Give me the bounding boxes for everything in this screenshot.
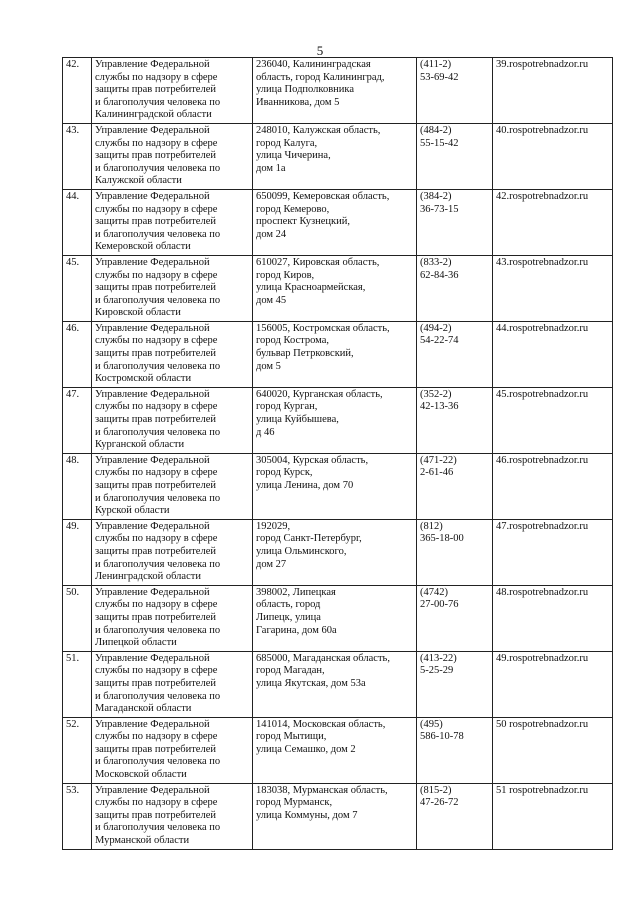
address: 192029, город Санкт-Петербург, улица Ольминского, дом 27 (256, 520, 362, 570)
address-cell (253, 58, 417, 124)
organization-name: Управление Федеральной службы по надзору в сфере защиты прав потребителей и благополучия человека по Курганской области (95, 388, 221, 451)
row-number: 50. (66, 586, 80, 598)
phone: (4742) 27-00-76 (420, 586, 459, 611)
phone-cell (417, 189, 493, 255)
website: 42.rospotrebnadzor.ru (496, 190, 589, 202)
phone-cell (417, 58, 493, 124)
row-number-cell (63, 58, 92, 124)
address-cell (253, 585, 417, 651)
website-cell (493, 58, 613, 124)
regional-offices-table (62, 57, 613, 850)
address-cell (253, 189, 417, 255)
address: 398002, Липецкая область, город Липецк, улица Гагарина, дом 60а (256, 586, 337, 636)
phone-cell (417, 387, 493, 453)
row-number: 48. (66, 454, 80, 466)
organization-name-cell (92, 387, 253, 453)
table-row (63, 58, 613, 124)
row-number-cell (63, 123, 92, 189)
website: 47.rospotrebnadzor.ru (496, 520, 589, 532)
organization-name: Управление Федеральной службы по надзору в сфере защиты прав потребителей и благополучия человека по Московской области (95, 718, 221, 781)
phone: (815-2) 47-26-72 (420, 784, 459, 809)
organization-name-cell (92, 255, 253, 321)
website: 48.rospotrebnadzor.ru (496, 586, 589, 598)
organization-name-cell (92, 585, 253, 651)
phone-cell (417, 453, 493, 519)
website-cell (493, 717, 613, 783)
table-row (63, 717, 613, 783)
row-number-cell (63, 453, 92, 519)
organization-name: Управление Федеральной службы по надзору в сфере защиты прав потребителей и благополучия человека по Ленинградской области (95, 520, 221, 583)
row-number-cell (63, 387, 92, 453)
organization-name-cell (92, 783, 253, 849)
address-cell (253, 255, 417, 321)
phone-cell (417, 651, 493, 717)
phone: (812) 365-18-00 (420, 520, 464, 545)
phone: (411-2) 53-69-42 (420, 59, 459, 83)
phone: (471-22) 2-61-46 (420, 454, 457, 479)
website-cell (493, 123, 613, 189)
table-row (63, 783, 613, 849)
phone: (413-22) 5-25-29 (420, 652, 457, 677)
row-number: 52. (66, 718, 80, 730)
website-cell (493, 585, 613, 651)
address: 248010, Калужская область, город Калуга, улица Чичерина, дом 1а (256, 124, 381, 174)
website-cell (493, 387, 613, 453)
website: 45.rospotrebnadzor.ru (496, 388, 589, 400)
website-cell (493, 651, 613, 717)
row-number: 49. (66, 520, 80, 532)
organization-name-cell (92, 189, 253, 255)
table-row (63, 321, 613, 387)
table-row (63, 189, 613, 255)
organization-name: Управление Федеральной службы по надзору в сфере защиты прав потребителей и благополучия человека по Кемеровской области (95, 190, 221, 253)
address-cell (253, 453, 417, 519)
organization-name-cell (92, 453, 253, 519)
address: 610027, Кировская область, город Киров, улица Красноармейская, дом 45 (256, 256, 380, 306)
organization-name: Управление Федеральной службы по надзору в сфере защиты прав потребителей и благополучия человека по Калининградской области (95, 59, 221, 121)
website-cell (493, 783, 613, 849)
row-number-cell (63, 651, 92, 717)
organization-name: Управление Федеральной службы по надзору в сфере защиты прав потребителей и благополучия человека по Костромской области (95, 322, 221, 385)
phone: (833-2) 62-84-36 (420, 256, 459, 281)
phone: (352-2) 42-13-36 (420, 388, 459, 413)
address: 305004, Курская область, город Курск, улица Ленина, дом 70 (256, 454, 369, 491)
website-cell (493, 519, 613, 585)
phone: (484-2) 55-15-42 (420, 124, 459, 149)
row-number-cell (63, 255, 92, 321)
website: 46.rospotrebnadzor.ru (496, 454, 589, 466)
website: 49.rospotrebnadzor.ru (496, 652, 589, 664)
address: 141014, Московская область, город Мытищи, улица Семашко, дом 2 (256, 718, 386, 755)
address: 156005, Костромская область, город Кострома, бульвар Петрковский, дом 5 (256, 322, 390, 372)
address-cell (253, 387, 417, 453)
table-body (63, 58, 613, 850)
website: 44.rospotrebnadzor.ru (496, 322, 589, 334)
phone-cell (417, 321, 493, 387)
phone-cell (417, 519, 493, 585)
organization-name: Управление Федеральной службы по надзору в сфере защиты прав потребителей и благополучия человека по Мурманской области (95, 784, 221, 847)
row-number-cell (63, 321, 92, 387)
organization-name-cell (92, 123, 253, 189)
phone: (384-2) 36-73-15 (420, 190, 459, 215)
website-cell (493, 321, 613, 387)
address-cell (253, 783, 417, 849)
website: 43.rospotrebnadzor.ru (496, 256, 589, 268)
phone: (494-2) 54-22-74 (420, 322, 459, 347)
address: 236040, Калининградская область, город Калининград, улица Подполковника Иванникова, дом 5 (256, 59, 385, 108)
table-row (63, 453, 613, 519)
website: 39.rospotrebnadzor.ru (496, 59, 589, 70)
table-row (63, 651, 613, 717)
website: 50 rospotrebnadzor.ru (496, 718, 589, 730)
organization-name-cell (92, 717, 253, 783)
website: 40.rospotrebnadzor.ru (496, 124, 589, 136)
row-number: 51. (66, 652, 80, 664)
table-row (63, 123, 613, 189)
organization-name-cell (92, 321, 253, 387)
phone-cell (417, 783, 493, 849)
organization-name-cell (92, 58, 253, 124)
row-number: 45. (66, 256, 80, 268)
address-cell (253, 717, 417, 783)
organization-name-cell (92, 651, 253, 717)
table-row (63, 519, 613, 585)
row-number-cell (63, 189, 92, 255)
row-number: 44. (66, 190, 80, 202)
row-number: 42. (66, 59, 80, 70)
table-row (63, 585, 613, 651)
organization-name-cell (92, 519, 253, 585)
address: 650099, Кемеровская область, город Кемерово, проспект Кузнецкий, дом 24 (256, 190, 390, 240)
website-cell (493, 189, 613, 255)
row-number-cell (63, 585, 92, 651)
organization-name: Управление Федеральной службы по надзору в сфере защиты прав потребителей и благополучия человека по Калужской области (95, 124, 221, 187)
row-number-cell (63, 717, 92, 783)
row-number: 53. (66, 784, 80, 796)
phone-cell (417, 123, 493, 189)
row-number-cell (63, 519, 92, 585)
page-number: 5 (316, 43, 324, 58)
row-number: 47. (66, 388, 80, 400)
row-number: 43. (66, 124, 80, 136)
phone-cell (417, 255, 493, 321)
website: 51 rospotrebnadzor.ru (496, 784, 589, 796)
address-cell (253, 519, 417, 585)
address-cell (253, 321, 417, 387)
organization-name: Управление Федеральной службы по надзору в сфере защиты прав потребителей и благополучия человека по Магаданской области (95, 652, 221, 715)
website-cell (493, 255, 613, 321)
address: 183038, Мурманская область, город Мурманск, улица Коммуны, дом 7 (256, 784, 388, 821)
address: 685000, Магаданская область, город Магадан, улица Якутская, дом 53а (256, 652, 390, 689)
address-cell (253, 123, 417, 189)
address: 640020, Курганская область, город Курган, улица Куйбышева, д 46 (256, 388, 383, 438)
phone-cell (417, 585, 493, 651)
table-row (63, 387, 613, 453)
organization-name: Управление Федеральной службы по надзору в сфере защиты прав потребителей и благополучия человека по Курской области (95, 454, 221, 517)
organization-name: Управление Федеральной службы по надзору в сфере защиты прав потребителей и благополучия человека по Кировской области (95, 256, 221, 319)
row-number-cell (63, 783, 92, 849)
row-number: 46. (66, 322, 80, 334)
phone-cell (417, 717, 493, 783)
address-cell (253, 651, 417, 717)
table-row (63, 255, 613, 321)
phone: (495) 586-10-78 (420, 718, 464, 743)
organization-name: Управление Федеральной службы по надзору в сфере защиты прав потребителей и благополучия человека по Липецкой области (95, 586, 221, 649)
website-cell (493, 453, 613, 519)
